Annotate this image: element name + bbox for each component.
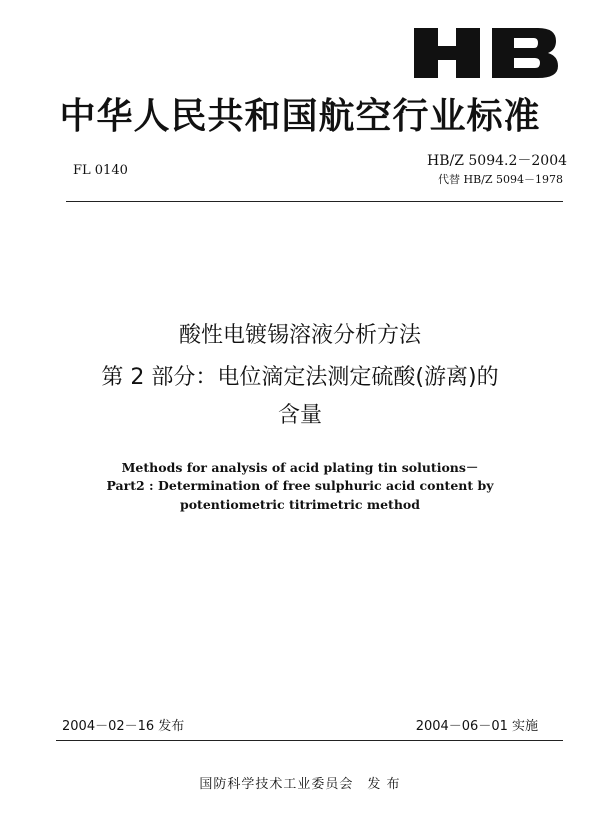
chinese-title-line-3: 含量 — [277, 403, 322, 428]
hb-logo-mark — [410, 26, 560, 80]
issue-date: 2004－02－16 发布 — [62, 719, 185, 734]
english-title-line-2: Part2 : Determination of free sulphuric acid content by — [106, 478, 494, 493]
chinese-title-line-2: 第 2 部分：电位滴定法测定硫酸(游离)的 — [101, 365, 499, 390]
agency-title: 中华人民共和国航空行业标准 — [59, 96, 541, 137]
standard-code: HB/Z 5094.2－2004 — [427, 153, 568, 169]
english-title-line-3: potentiometric titrimetric method — [179, 497, 420, 512]
hb-logo — [410, 26, 560, 80]
classification-code: FL 0140 — [73, 163, 128, 178]
publisher: 国防科学技术工业委员会 发 布 — [199, 777, 401, 792]
bottom-divider — [56, 740, 563, 741]
english-title-line-1: Methods for analysis of acid plating tin solutions－ — [121, 460, 479, 475]
replaces-standard: 代替 HB/Z 5094－1978 — [438, 173, 564, 186]
top-divider — [66, 201, 563, 202]
chinese-title-line-1: 酸性电镀锡溶液分析方法 — [178, 323, 421, 348]
implementation-date: 2004－06－01 实施 — [415, 719, 538, 734]
